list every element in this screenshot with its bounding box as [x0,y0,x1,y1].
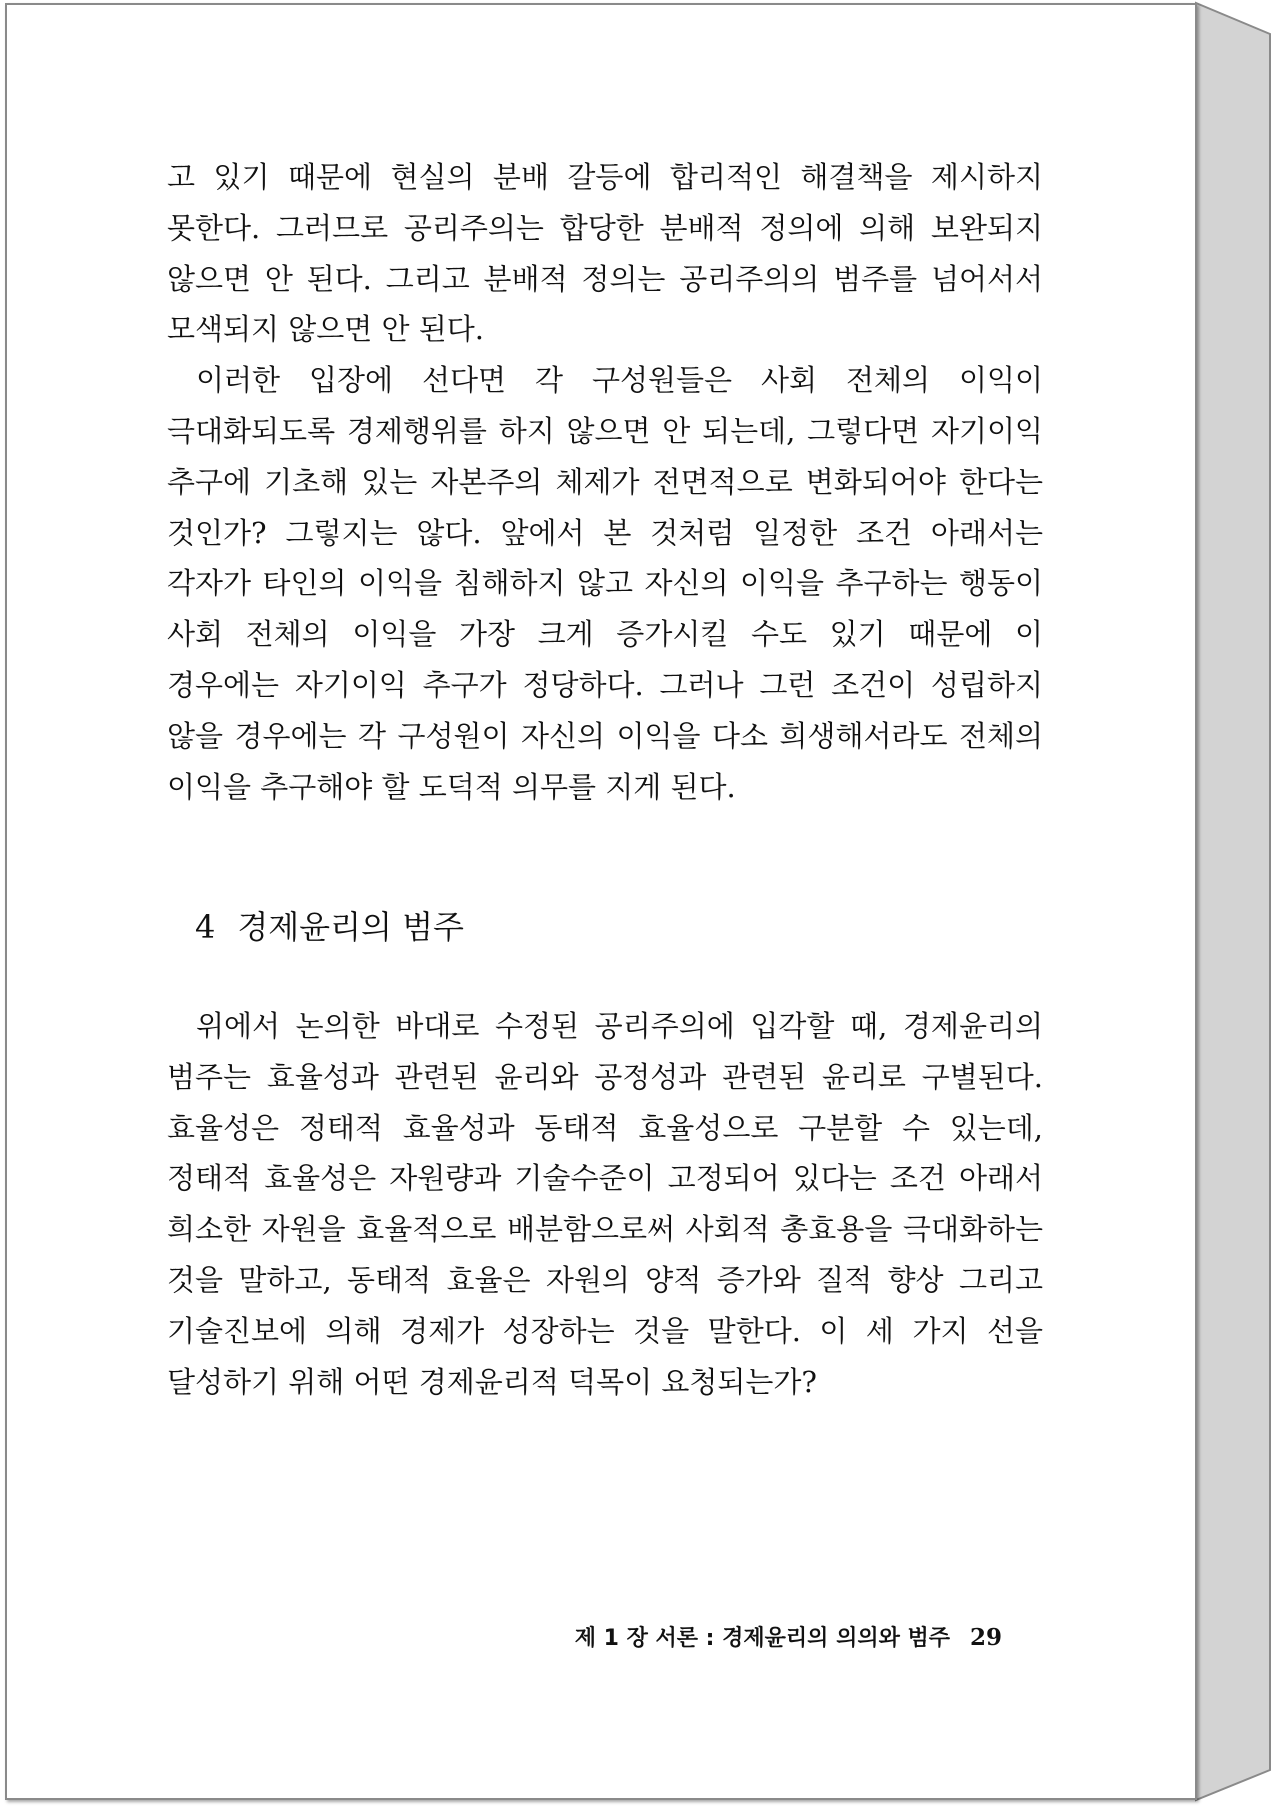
book-side-edge [1196,3,1270,1800]
section-4-body [167,1001,1043,1407]
book-page [5,3,1197,1800]
page-number: 29 [969,1624,1002,1651]
section-number: 4 [195,908,216,946]
running-footer [575,1623,1002,1654]
paragraph: 위에서 논의한 바대로 수정된 공리주의에 입각할 때, 경제윤리의 범주는 효율성과 관련된 윤리와 공정성과 관련된 윤리로 구별된다. 효율성은 정태적 효율성과 동태적 효율성으로 구분할 수 있는데, 정태적 효율성은 자원량과 기술수준이 고정되어 있다는 조건 아래서 희소한 자원을 효율적으로 배분함으로써 사회적 총효용을 극대화하는 것을 말하고, 동태적 효율은 자원의 양적 증가와 질적 향상 그리고 기술진보에 의해 경제가 성장하는 것을 말한다. 이 세 가지 선을 달성하기 위해 어떤 경제윤리적 덕목이 요청되는가? [167,1009,1043,1399]
section-title: 경제윤리의 범주 [237,908,464,946]
paragraph: 이러한 입장에 선다면 각 구성원들은 사회 전체의 이익이 극대화되도록 경제행위를 하지 않으면 안 되는데, 그렇다면 자기이익 추구에 기초해 있는 자본주의 체제가 전면적으로 변화되어야 한다는 것인가? 그렇지는 않다. 앞에서 본 것처럼 일정한 조건 아래서는 각자가 타인의 이익을 침해하지 않고 자신의 이익을 추구하는 행동이 사회 전체의 이익을 가장 크게 증가시킬 수도 있기 때문에 이 경우에는 자기이익 추구가 정당하다. 그러나 그런 조건이 성립하지 않을 경우에는 각 구성원이 자신의 이익을 다소 희생해서라도 전체의 이익을 추구해야 할 도덕적 의무를 지게 된다. [167,363,1043,804]
chapter-title: 제 1 장 서론 : 경제윤리의 의의와 범주 [574,1626,950,1651]
section-heading [195,903,464,951]
paragraph-continued: 고 있기 때문에 현실의 분배 갈등에 합리적인 해결책을 제시하지 못한다. 그러므로 공리주의는 합당한 분배적 정의에 의해 보완되지 않으면 안 된다. 그리고 분배적 정의는 공리주의의 범주를 넘어서서 모색되지 않으면 안 된다. [167,160,1043,347]
section-3-body [167,152,1043,812]
